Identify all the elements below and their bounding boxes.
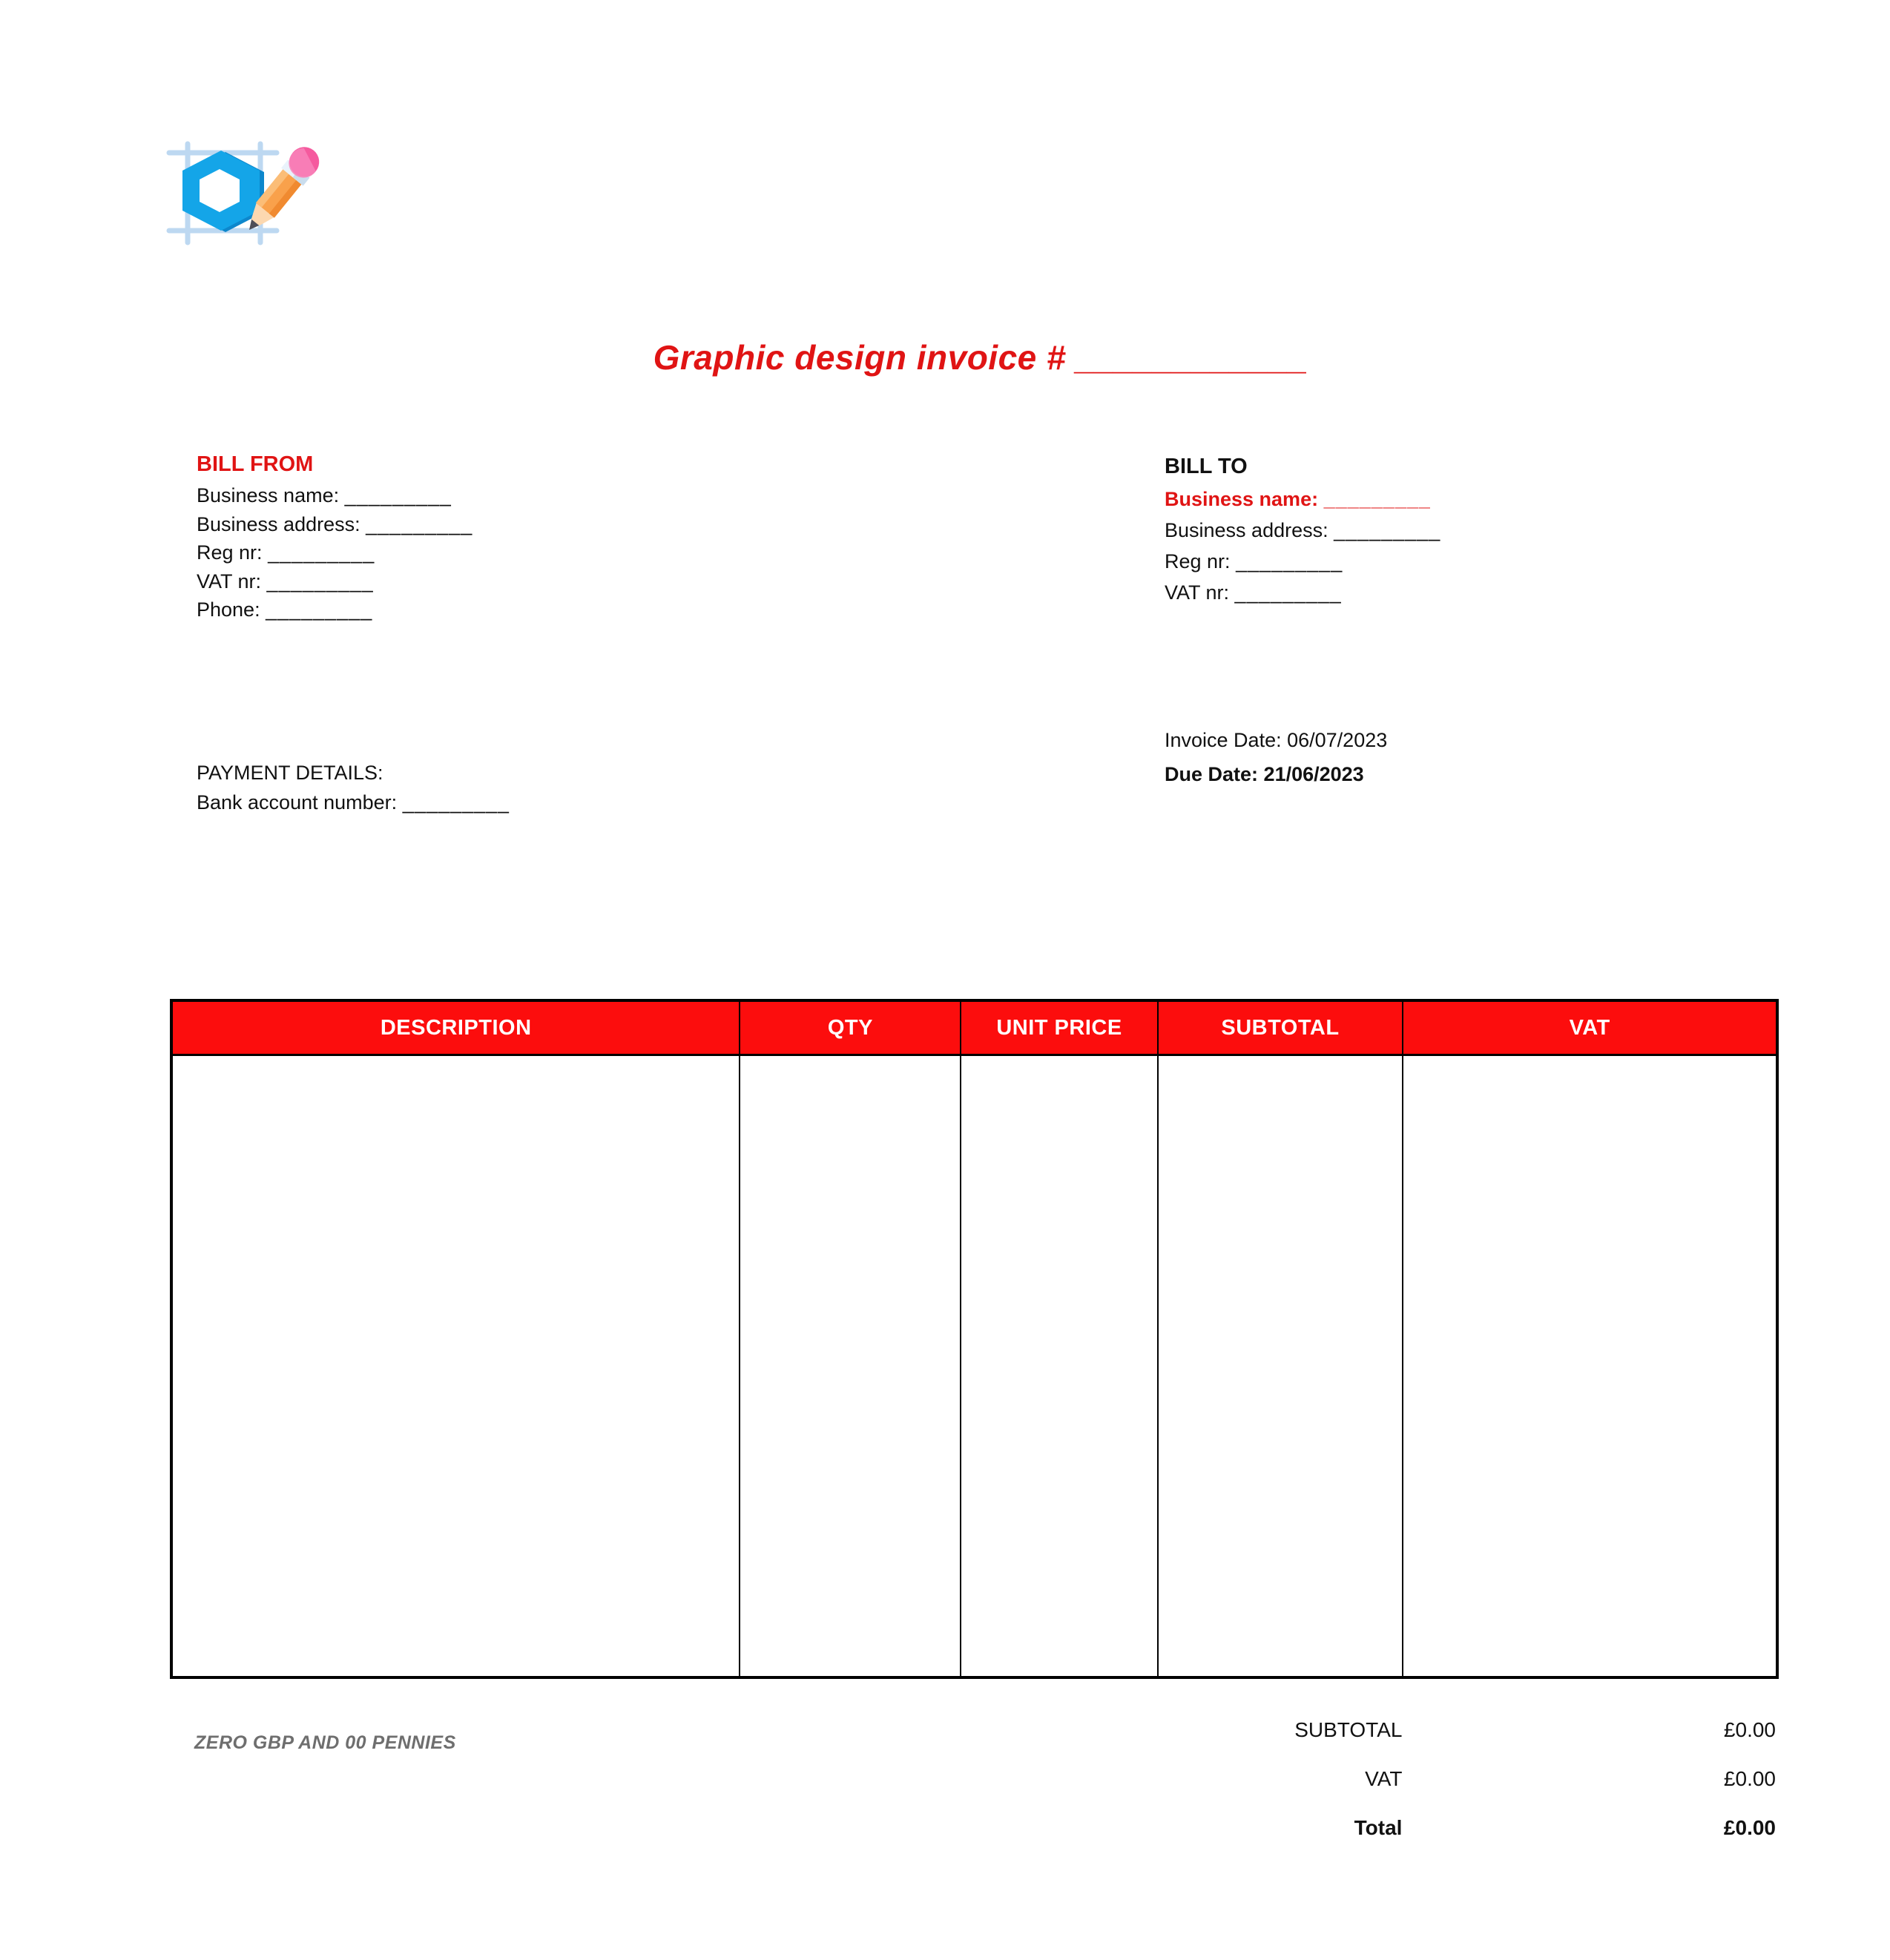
table-body bbox=[173, 1056, 1776, 1676]
bill-from-reg-nr-line: Reg nr: _________ bbox=[197, 541, 375, 564]
bill-from-business-name-line: Business name: _________ bbox=[197, 484, 452, 507]
due-date-line: Due Date: 21/06/2023 bbox=[1165, 763, 1364, 785]
payment-details-heading: PAYMENT DETAILS: bbox=[197, 762, 383, 784]
subtotal-value: £0.00 bbox=[1723, 1718, 1776, 1741]
bank-account-blank[interactable]: _________ bbox=[402, 791, 510, 814]
bill-to-reg-nr-blank[interactable]: _________ bbox=[1236, 550, 1343, 573]
bank-account-line: Bank account number: _________ bbox=[197, 791, 510, 814]
bill-to-business-address-line: Business address: _________ bbox=[1165, 519, 1441, 541]
body-unit-price-column[interactable] bbox=[961, 1056, 1158, 1676]
subtotal-label: SUBTOTAL bbox=[1294, 1718, 1403, 1741]
bill-to-vat-nr-line: VAT nr: _________ bbox=[1165, 581, 1342, 604]
invoice-date-line: Invoice Date: 06/07/2023 bbox=[1165, 729, 1388, 751]
vat-label: VAT bbox=[1365, 1767, 1403, 1790]
total-value: £0.00 bbox=[1723, 1816, 1776, 1839]
bill-from-section bbox=[197, 447, 472, 624]
page-title: Graphic design invoice # ____________ bbox=[653, 338, 1308, 377]
bill-to-section bbox=[1165, 449, 1440, 608]
bill-from-reg-nr-blank[interactable]: _________ bbox=[268, 541, 375, 564]
totals-section bbox=[170, 1706, 1779, 1852]
bill-to-vat-nr-blank[interactable]: _________ bbox=[1234, 581, 1342, 604]
bill-from-phone-blank[interactable]: _________ bbox=[266, 598, 373, 621]
body-qty-column[interactable] bbox=[740, 1056, 961, 1676]
header-qty: QTY bbox=[740, 1002, 961, 1054]
amount-in-words: ZERO GBP AND 00 PENNIES bbox=[194, 1732, 456, 1753]
bill-from-business-address-line: Business address: _________ bbox=[197, 512, 473, 535]
bill-to-business-address-blank[interactable]: _________ bbox=[1334, 519, 1441, 541]
total-label: Total bbox=[1354, 1816, 1403, 1839]
design-hexagon-pencil-logo-icon bbox=[165, 136, 328, 249]
vat-value: £0.00 bbox=[1723, 1767, 1776, 1790]
body-vat-column[interactable] bbox=[1403, 1056, 1776, 1676]
header-description: DESCRIPTION bbox=[173, 1002, 740, 1054]
header-subtotal: SUBTOTAL bbox=[1159, 1002, 1404, 1054]
bill-from-business-address-blank[interactable]: _________ bbox=[366, 512, 473, 535]
invoice-dates bbox=[1165, 723, 1387, 791]
bill-from-vat-nr-line: VAT nr: _________ bbox=[197, 570, 374, 593]
line-items-table bbox=[170, 999, 1779, 1679]
vat-row bbox=[170, 1755, 1779, 1804]
bill-to-heading: BILL TO bbox=[1165, 455, 1248, 478]
bill-from-vat-nr-blank[interactable]: _________ bbox=[266, 570, 374, 593]
bill-from-phone-line: Phone: _________ bbox=[197, 598, 373, 621]
bill-to-reg-nr-line: Reg nr: _________ bbox=[1165, 550, 1343, 573]
bill-to-business-name-blank[interactable]: _________ bbox=[1323, 488, 1431, 510]
header-unit-price: UNIT PRICE bbox=[961, 1002, 1158, 1054]
due-date-value: 21/06/2023 bbox=[1263, 763, 1364, 785]
bill-from-business-name-blank[interactable]: _________ bbox=[344, 484, 452, 507]
header-vat: VAT bbox=[1569, 1015, 1610, 1040]
invoice-date-value: 06/07/2023 bbox=[1287, 729, 1388, 751]
bill-from-heading: BILL FROM bbox=[197, 452, 314, 476]
total-row bbox=[170, 1804, 1779, 1852]
bill-to-business-name-line: Business name: _________ bbox=[1165, 488, 1431, 510]
body-subtotal-column[interactable] bbox=[1159, 1056, 1404, 1676]
payment-details-section bbox=[197, 758, 510, 817]
body-description-column[interactable] bbox=[173, 1056, 740, 1676]
table-header-row bbox=[173, 1002, 1776, 1056]
